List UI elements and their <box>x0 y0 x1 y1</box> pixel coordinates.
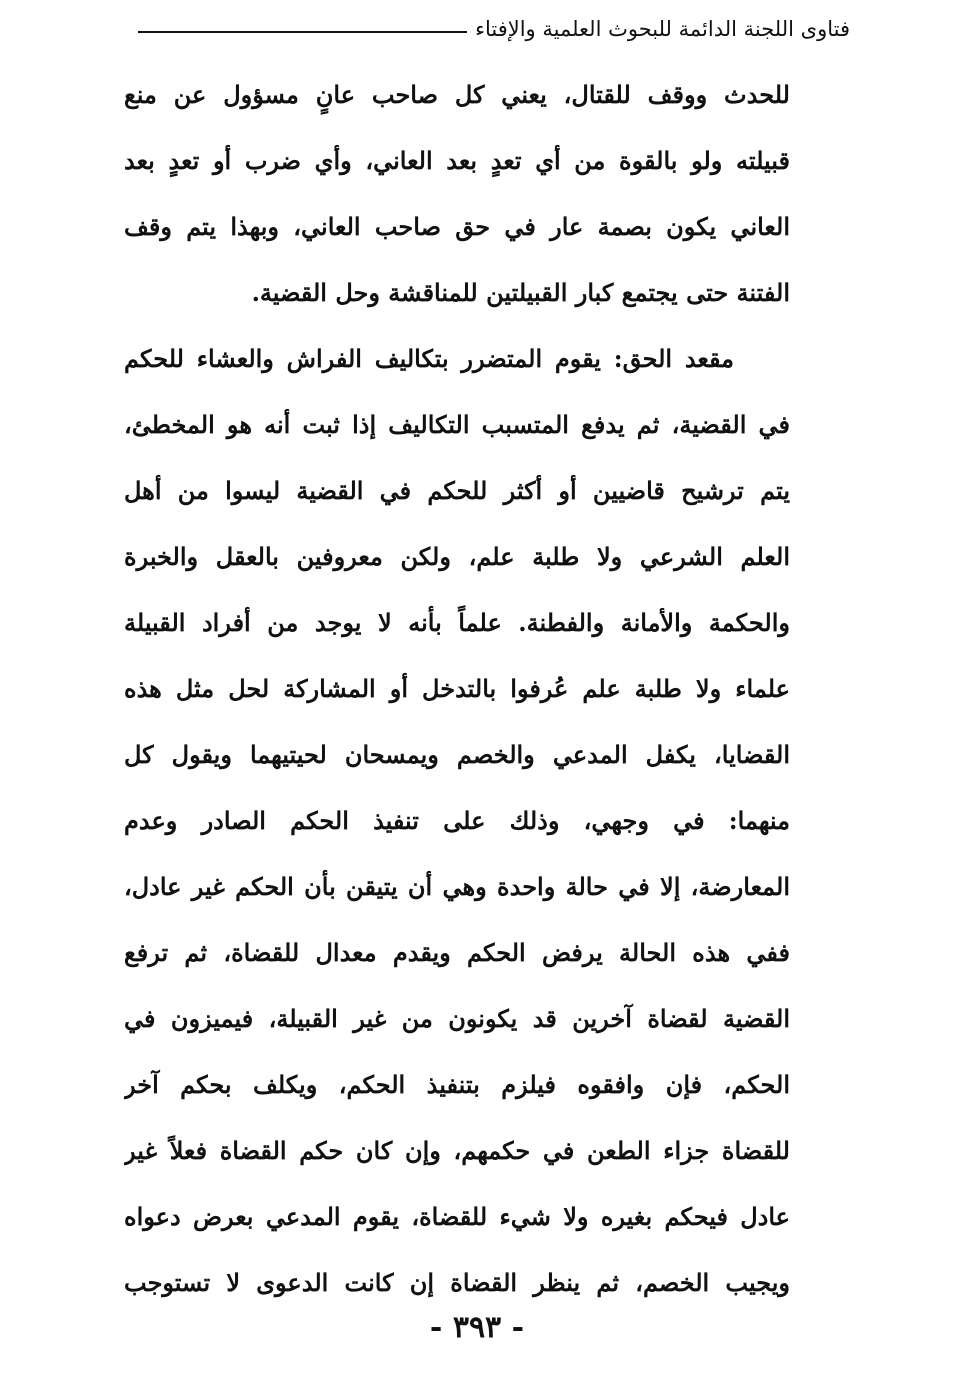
text-line: في القضية، ثم يدفع المتسبب التكاليف إذا ثبت أنه هو المخطئ، <box>124 410 790 439</box>
body-text <box>124 62 790 1316</box>
text-line: ويجيب الخصم، ثم ينظر القضاة إن كانت الدعوى لا تستوجب <box>124 1268 790 1297</box>
text-line: للحدث ووقف للقتال، يعني كل صاحب عانٍ مسؤول عن منع <box>124 80 790 109</box>
text-line: يتم ترشيح قاضيين أو أكثر للحكم في القضية ليسوا من أهل <box>124 476 790 505</box>
header-rule <box>138 31 467 33</box>
text-line: عادل فيحكم بغيره ولا شيء للقضاة، يقوم المدعي بعرض دعواه <box>124 1202 790 1231</box>
text-line: العلم الشرعي ولا طلبة علم، ولكن معروفين بالعقل والخبرة <box>124 542 790 571</box>
text-line: الفتنة حتى يجتمع كبار القبيلتين للمناقشة وحل القضية. <box>251 278 790 307</box>
header-title: فتاوى اللجنة الدائمة للبحوث العلمية والإفتاء <box>475 17 850 41</box>
text-line: القضايا، يكفل المدعي والخصم ويمسحان لحيتيهما ويقول كل <box>124 740 790 769</box>
text-line: علماء ولا طلبة علم عُرفوا بالتدخل أو المشاركة لحل مثل هذه <box>124 674 790 703</box>
text-line: العاني يكون بصمة عار في حق صاحب العاني، وبهذا يتم وقف <box>124 212 790 241</box>
text-line: الحكم، فإن وافقوه فيلزم بتنفيذ الحكم، ويكلف بحكم آخر <box>124 1070 790 1099</box>
text-line: ففي هذه الحالة يرفض الحكم ويقدم معدال للقضاة، ثم ترفع <box>124 938 790 967</box>
text-line: منهما: في وجهي، وذلك على تنفيذ الحكم الصادر وعدم <box>124 806 790 835</box>
text-line: القضية لقضاة آخرين قد يكونون من غير القبيلة، فيميزون في <box>124 1004 790 1033</box>
text-line: والحكمة والأمانة والفطنة. علماً بأنه لا يوجد من أفراد القبيلة <box>124 608 790 637</box>
text-line: المعارضة، إلا في حالة واحدة وهي أن يتيقن بأن الحكم غير عادل، <box>124 872 790 901</box>
page-number: - ٣٩٣ - <box>429 1310 525 1345</box>
text-line: قبيلته ولو بالقوة من أي تعدٍ بعد العاني، وأي ضرب أو تعدٍ بعد <box>124 146 790 175</box>
text-line: للقضاة جزاء الطعن في حكمهم، وإن كان حكم القضاة فعلاً غير <box>124 1136 790 1165</box>
running-header <box>138 12 850 46</box>
paragraph-first-line: مقعد الحق: يقوم المتضرر بتكاليف الفراش والعشاء للحكم <box>124 344 734 373</box>
